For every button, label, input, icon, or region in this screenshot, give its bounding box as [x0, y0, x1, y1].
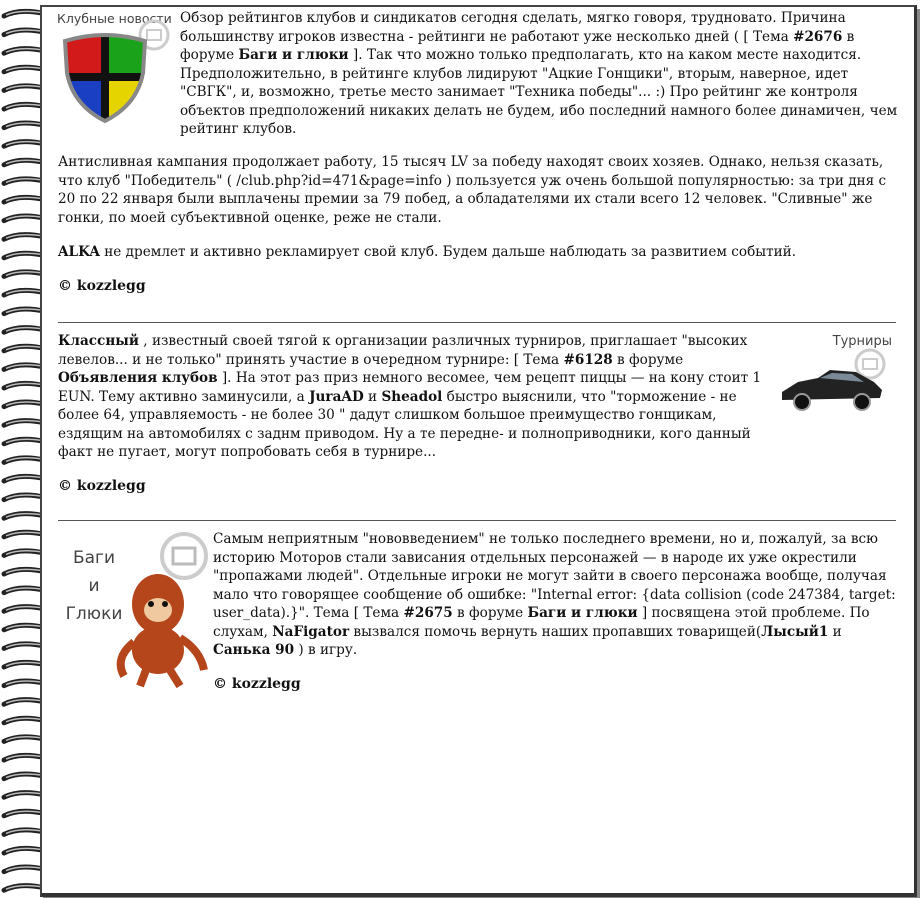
bold-term: JuraAD	[309, 388, 364, 405]
bold-term: Баги и глюки	[527, 605, 638, 621]
bold-term: Лысый1	[761, 623, 829, 640]
bold-term: #6128	[563, 351, 613, 368]
text-run: ) в игру.	[294, 642, 358, 658]
club-news-emblem	[57, 9, 177, 127]
text-run: и	[828, 623, 842, 640]
text-run: ]. На этот раз приз немного весомее, чем рецепт пиццы — на кону стоит 1 EUN. Тему активно заминусили, а	[58, 370, 762, 405]
car-icon	[778, 334, 898, 424]
monkey-icon	[58, 530, 210, 690]
text-run: в форуме	[612, 351, 684, 368]
bugs-caption-line-2: и	[88, 576, 100, 596]
club-news-caption: Клубные новости	[57, 11, 172, 26]
tournaments-emblem	[778, 334, 898, 424]
text-run: ]. Так что можно только предполагать, кто на каком месте находится. Предположительно, в рейтинге клубов лидируют "Ацкие Гонщики", вторым, наверное, идет "СВГК", и, возможно, третье место занимает "Техника победы"... :) Про рейтинг же контроля объектов предположений никаких делать не будем, ибо последний намного более динамичен, чем рейтинг клубов.	[180, 47, 898, 137]
text-run: и	[363, 388, 382, 405]
shield-icon	[57, 9, 177, 127]
text-run: вызвался помочь вернуть наших пропавших товарищей(	[349, 623, 762, 640]
text-run: в форуме	[180, 28, 855, 63]
bold-term: Классный	[58, 333, 139, 349]
bold-term: #2675	[403, 605, 453, 621]
tournaments-signature: © kozzlegg	[58, 478, 146, 494]
text-run: Обзор рейтингов клубов и синдикатов сегодня сделать, мягко говоря, трудновато. Причина большинству игроков известна - рейтинги не работают уже несколько дней ( [ Тема	[180, 10, 846, 45]
club-news-paragraph-2	[58, 153, 898, 227]
club-news-signature: © kozzlegg	[58, 278, 146, 294]
bugs-emblem	[58, 530, 210, 690]
bugs-caption-line-3: Глюки	[65, 604, 123, 624]
text-run: Антисливная кампания продолжает работу, 15 тысяч LV за победу находят своих хозяев. Однако, нельзя сказать, что клуб "Победитель" ( /club.php?id=471&page=info ) пользуется уж очень большой популярностью: за три дня с 20 по 22 января были выплачены премии за 79 побед, а обладателями их стали всего 12 человек. "Сливные" же гонки, по моей субъективной оценке, реже не стали.	[58, 154, 887, 226]
text-run: , известный своей тягой к организации различных турниров, приглашает "высоких левелов... и не только" принять участие в очередном турнире: [ Тема	[58, 333, 748, 368]
bold-term: Объявления клубов	[58, 370, 218, 386]
bugs-caption-line-1: Баги	[72, 548, 116, 568]
bold-term: NaFigator	[272, 623, 350, 640]
bugs-paragraph	[213, 530, 898, 660]
bold-term: Баги и глюки	[238, 47, 349, 63]
divider-1	[58, 322, 896, 323]
text-run: ] посвящена этой проблеме. По слухам,	[213, 605, 870, 640]
bold-term: ALKA	[58, 244, 100, 260]
club-news-paragraph-3	[58, 243, 898, 262]
text-run: не дремлет и активно рекламирует свой клуб. Будем дальше наблюдать за развитием событий.	[99, 244, 797, 260]
bold-term: Sheadol	[381, 388, 443, 405]
text-run: быстро выяснили, что "торможение - не более 64, управляемость - не более 30 " дадут слишком большое преимущество гонщикам, ездящим на автомобилях с заднм приводом. Ну а те передне- и полноприводники, кого данный факт не пугает, могут попробовать себя в турнире...	[58, 388, 751, 460]
bugs-signature: © kozzlegg	[213, 676, 301, 692]
tournaments-paragraph	[58, 332, 774, 462]
tournaments-caption: Турниры	[832, 334, 892, 349]
club-news-paragraph-1	[180, 9, 898, 139]
text-run: в форуме	[452, 605, 528, 621]
bold-term: Санька 90	[213, 642, 295, 658]
bold-term: #2676	[793, 28, 843, 45]
divider-2	[58, 520, 896, 521]
text-run: Самым неприятным "нововведением" не только последнего времени, но и, пожалуй, за всю историю Моторов стали зависания отдельных персонажей — в народе их уже окрестили "пропажами людей". Отдельные игроки не могут зайти в своего персонажа вообще, получая мало что говорящее сообщение об ошибке: "Internal error: {data collision (code 247384, target: user_data).}". Тема [ Тема	[213, 531, 896, 621]
